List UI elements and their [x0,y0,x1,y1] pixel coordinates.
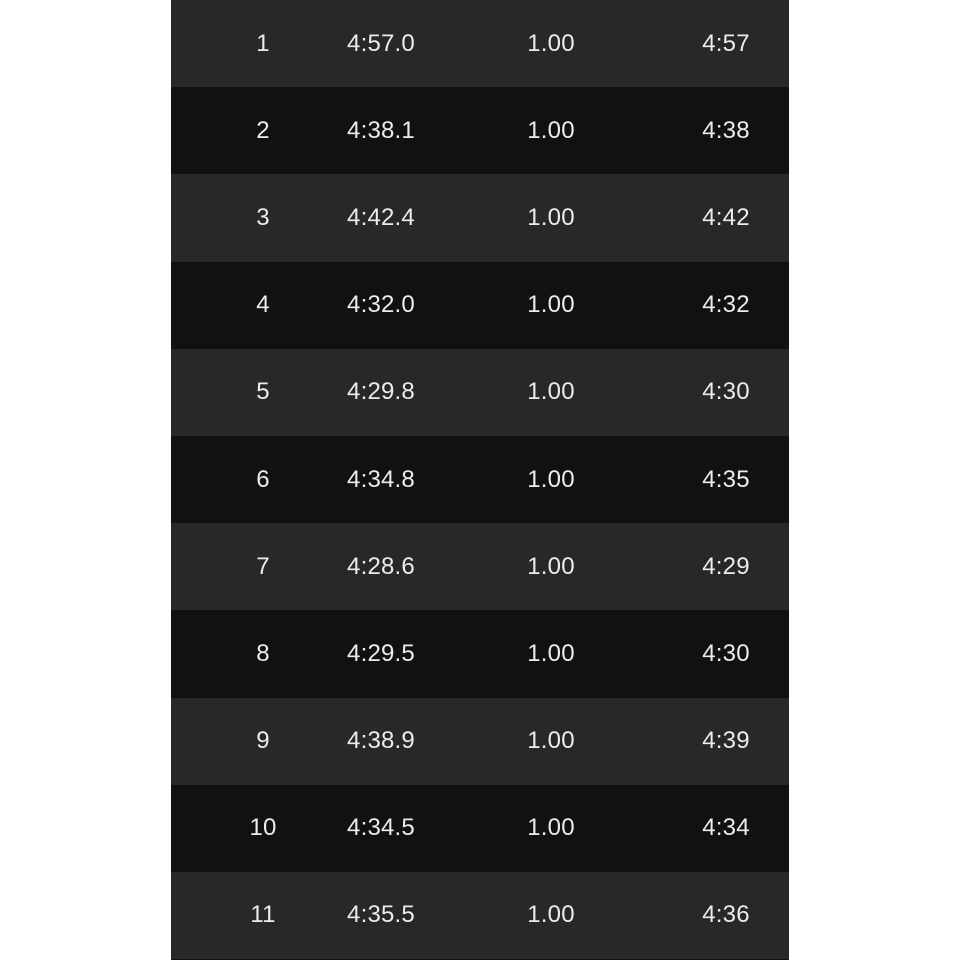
lap-distance: 1.00 [527,291,575,319]
lap-pace: 4:39 [702,727,750,755]
lap-number: 10 [249,814,277,842]
lap-time: 4:38.1 [347,116,415,144]
lap-number: 5 [256,378,270,406]
lap-number: 7 [256,552,270,580]
table-row[interactable] [171,436,789,523]
lap-time: 4:34.8 [347,465,415,493]
lap-distance: 1.00 [527,378,575,406]
lap-distance: 1.00 [527,203,575,231]
laps-table [171,0,789,959]
lap-time: 4:42.4 [347,203,415,231]
lap-number: 6 [256,465,270,493]
lap-distance: 1.00 [527,639,575,667]
lap-distance: 1.00 [527,465,575,493]
laps-screen [171,0,789,960]
lap-time: 4:29.5 [347,639,415,667]
table-row[interactable] [171,174,789,261]
table-row[interactable] [171,87,789,174]
table-row[interactable] [171,785,789,872]
lap-number: 8 [256,639,270,667]
lap-distance: 1.00 [527,29,575,57]
lap-pace: 4:36 [702,901,750,929]
lap-distance: 1.00 [527,552,575,580]
lap-time: 4:32.0 [347,291,415,319]
table-row[interactable] [171,523,789,610]
lap-pace: 4:30 [702,378,750,406]
lap-time: 4:29.8 [347,378,415,406]
lap-time: 4:34.5 [347,814,415,842]
table-row[interactable] [171,0,789,87]
lap-distance: 1.00 [527,814,575,842]
table-row[interactable] [171,262,789,349]
lap-time: 4:35.5 [347,901,415,929]
lap-pace: 4:35 [702,465,750,493]
table-row[interactable] [171,698,789,785]
lap-number: 2 [256,116,270,144]
table-row[interactable] [171,872,789,959]
lap-number: 1 [256,29,270,57]
lap-pace: 4:29 [702,552,750,580]
lap-number: 9 [256,727,270,755]
lap-pace: 4:57 [702,29,750,57]
lap-number: 11 [250,901,276,929]
lap-distance: 1.00 [527,727,575,755]
lap-distance: 1.00 [527,901,575,929]
lap-pace: 4:38 [702,116,750,144]
lap-pace: 4:42 [702,203,750,231]
table-row[interactable] [171,349,789,436]
lap-pace: 4:30 [702,639,750,667]
lap-time: 4:38.9 [347,727,415,755]
lap-pace: 4:34 [702,814,750,842]
lap-number: 4 [256,291,270,319]
lap-time: 4:28.6 [347,552,415,580]
table-row[interactable] [171,610,789,697]
lap-number: 3 [256,203,270,231]
lap-time: 4:57.0 [347,29,415,57]
lap-distance: 1.00 [527,116,575,144]
lap-pace: 4:32 [702,291,750,319]
